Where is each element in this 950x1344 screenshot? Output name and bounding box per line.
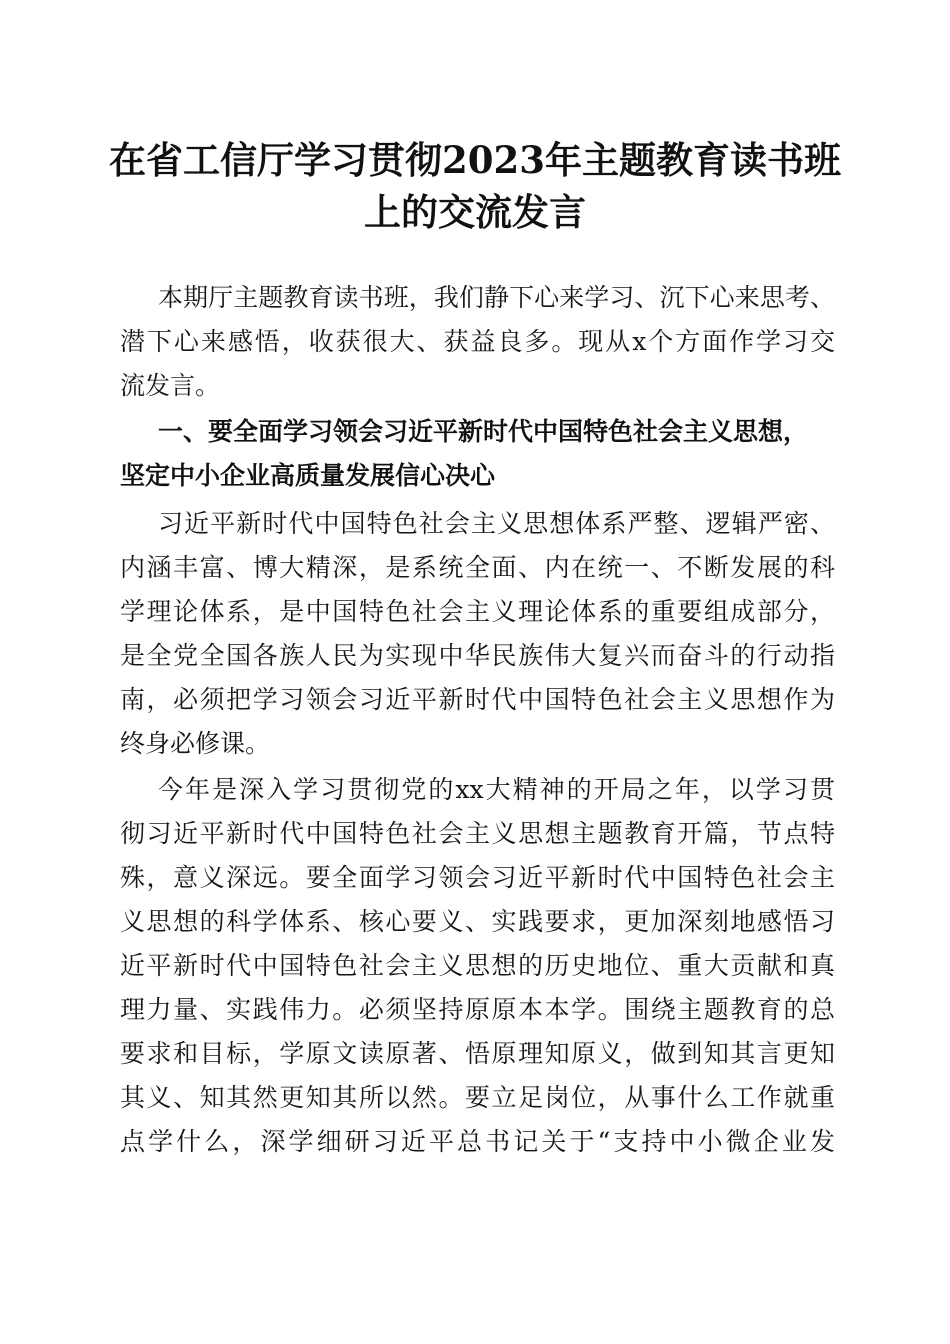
section1-heading-line-2: 坚定中小企业高质量发展信心决心 bbox=[120, 461, 496, 490]
section1-para1-line-5: 南，必须把学习领会习近平新时代中国特色社会主义思想作为 bbox=[120, 685, 835, 714]
section1-para2-line-7: 要求和目标，学原文读原著、悟原理知原义，做到知其言更知 bbox=[120, 1039, 835, 1068]
section1-para2-line-2: 彻习近平新时代中国特色社会主义思想主题教育开篇，节点特 bbox=[120, 819, 835, 848]
section1-para2-line-1: 今年是深入学习贯彻党的xx大精神的开局之年，以学习贯 bbox=[158, 775, 835, 804]
section1-para2-line-4: 义思想的科学体系、核心要义、实践要求，更加深刻地感悟习 bbox=[120, 907, 835, 936]
section1-para2-line-8: 其义、知其然更知其所以然。要立足岗位，从事什么工作就重 bbox=[120, 1083, 835, 1112]
section1-para1-line-2: 内涵丰富、博大精深，是系统全面、内在统一、不断发展的科 bbox=[120, 553, 835, 582]
intro-line-2: 潜下心来感悟，收获很大、获益良多。现从x个方面作学习交 bbox=[120, 327, 835, 356]
section1-para2-line-9: 点学什么，深学细研习近平总书记关于“支持中小微企业发 bbox=[120, 1127, 835, 1156]
section1-para2-line-3: 殊，意义深远。要全面学习领会习近平新时代中国特色社会主 bbox=[120, 863, 835, 892]
section1-para1-line-3: 学理论体系，是中国特色社会主义理论体系的重要组成部分， bbox=[120, 597, 835, 626]
section1-para1-line-4: 是全党全国各族人民为实现中华民族伟大复兴而奋斗的行动指 bbox=[120, 641, 835, 670]
section1-para2-line-5: 近平新时代中国特色社会主义思想的历史地位、重大贡献和真 bbox=[120, 951, 835, 980]
section1-para1-line-1: 习近平新时代中国特色社会主义思想体系严整、逻辑严密、 bbox=[158, 509, 835, 538]
document-title-line-2: 上的交流发言 bbox=[364, 190, 586, 234]
section1-heading-line-1: 一、要全面学习领会习近平新时代中国特色社会主义思想， bbox=[158, 417, 809, 446]
section1-para2-line-6: 理力量、实践伟力。必须坚持原原本本学。围绕主题教育的总 bbox=[120, 995, 835, 1024]
intro-line-1: 本期厅主题教育读书班，我们静下心来学习、沉下心来思考、 bbox=[158, 283, 835, 312]
section1-para1-line-6: 终身必修课。 bbox=[120, 729, 271, 758]
document-title-line-1: 在省工信厅学习贯彻2023年主题教育读书班 bbox=[109, 138, 841, 182]
intro-line-3: 流发言。 bbox=[120, 371, 221, 400]
